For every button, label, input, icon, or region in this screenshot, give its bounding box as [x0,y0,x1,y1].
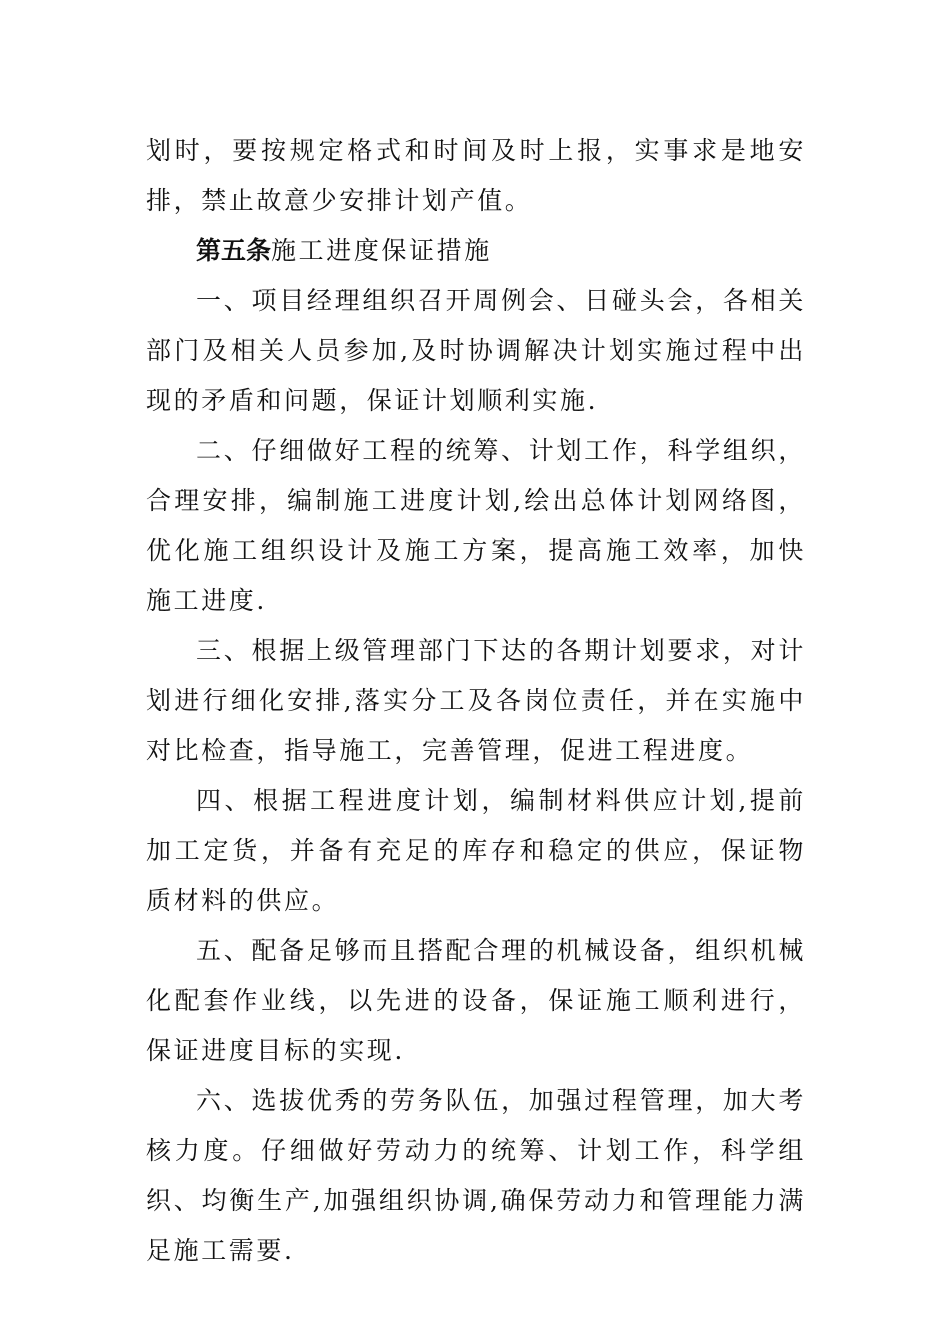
article-number: 第五条 [196,236,272,265]
measure-item-2: 二、仔细做好工程的统筹、计划工作，科学组织，合理安排，编制施工进度计划,绘出总体计划网络图，优化施工组织设计及施工方案，提高施工效率，加快施工进度. [146,436,806,615]
measure-item-5: 五、配备足够而且搭配合理的机械设备，组织机械化配套作业线，以先进的设备，保证施工顺利进行，保证进度目标的实现. [146,936,806,1065]
measure-item-3: 三、根据上级管理部门下达的各期计划要求，对计划进行细化安排,落实分工及各岗位责任，并在实施中对比检查，指导施工，完善管理，促进工程进度。 [146,636,806,765]
document-body [146,126,806,1276]
measure-item-1: 一、项目经理组织召开周例会、日碰头会，各相关部门及相关人员参加,及时协调解决计划实施过程中出现的矛盾和问题，保证计划顺利实施. [146,286,806,415]
measure-item-6: 六、选拔优秀的劳务队伍，加强过程管理，加大考核力度。仔细做好劳动力的统筹、计划工作，科学组织、均衡生产,加强组织协调,确保劳动力和管理能力满足施工需要. [146,1086,806,1265]
article-title: 施工进度保证措施 [271,236,492,265]
article-heading [146,226,806,276]
measure-item-4: 四、根据工程进度计划，编制材料供应计划,提前加工定货，并备有充足的库存和稳定的供应，保证物质材料的供应。 [146,786,806,915]
paragraph-continuation: 划时，要按规定格式和时间及时上报，实事求是地安排，禁止故意少安排计划产值。 [146,136,806,215]
